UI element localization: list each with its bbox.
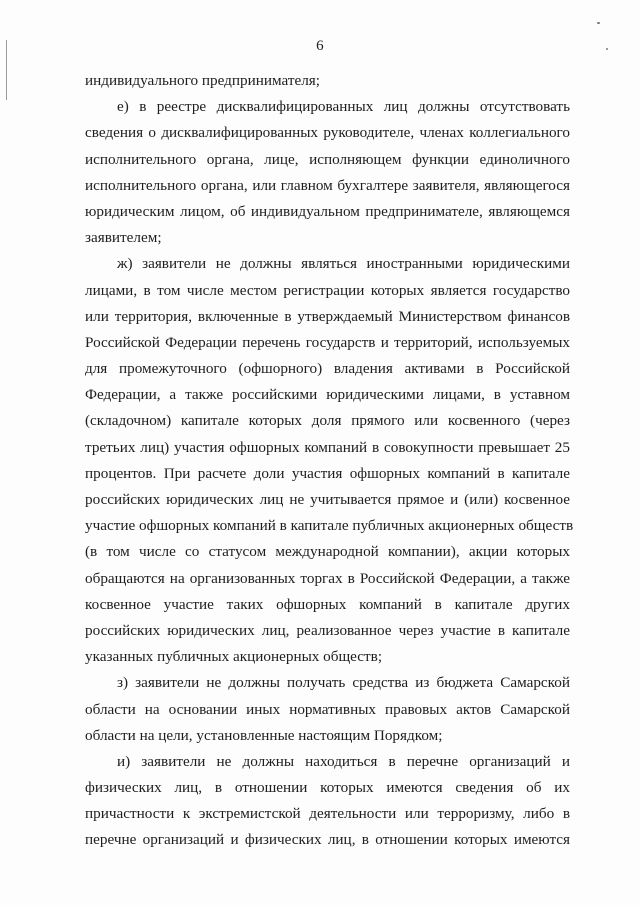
text-line: косвенное участие таких офшорных компаний в капитале других (85, 595, 570, 613)
text-line: сведения о дисквалифицированных руководителе, членах коллегиального (85, 124, 570, 142)
paragraph-first-line: з) заявители не должны получать средства из бюджета Самарской (117, 674, 570, 692)
text-line: области на цели, установленные настоящим Порядком; (85, 726, 443, 744)
text-line: российских юридических лиц, реализованное через участие в капитале (85, 621, 570, 639)
text-line: причастности к экстремистской деятельности или терроризму, либо в (85, 805, 570, 823)
text-line: для промежуточного (офшорного) владения активами в Российской (85, 360, 570, 378)
text-line: процентов. При расчете доли участия офшорных компаний в капитале (85, 464, 570, 482)
text-line: (складочном) капитале которых доля прямого или косвенного (через (85, 412, 570, 430)
text-line: исполнительного органа, лице, исполняющем функции единоличного (85, 150, 570, 168)
paragraph-first-line: ж) заявители не должны являться иностранными юридическими (117, 255, 570, 273)
text-line: участие офшорных компаний в капитале публичных акционерных обществ (85, 517, 574, 535)
text-line: индивидуального предпринимателя; (85, 72, 320, 89)
text-line: указанных публичных акционерных обществ; (85, 648, 383, 666)
text-line: области на основании иных нормативных правовых актов Самарской (85, 700, 570, 718)
text-line: или территория, включенные в утверждаемый Министерством финансов (85, 307, 570, 325)
text-line: Российской Федерации перечень государств и территорий, используемых (85, 333, 570, 351)
paragraph-first-line: е) в реестре дисквалифицированных лиц должны отсутствовать (117, 98, 570, 116)
text-line: третьих лиц) участия офшорных компаний в совокупности превышает 25 (85, 438, 570, 456)
text-line: Федерации, а также российскими юридическими лицами, в уставном (85, 386, 570, 404)
text-line: юридическим лицом, об индивидуальном предпринимателе, являющемся (85, 202, 570, 220)
paragraph-first-line: и) заявители не должны находиться в перечне организаций и (117, 752, 570, 770)
scan-speck (597, 22, 600, 24)
text-line: перечне организаций и физических лиц, в отношении которых имеются (85, 831, 570, 849)
document-body (85, 68, 574, 854)
text-line: лицами, в том числе местом регистрации которых является государство (85, 281, 570, 299)
text-line: заявителем; (85, 229, 162, 247)
text-line: обращаются на организованных торгах в Российской Федерации, а также (85, 569, 570, 587)
text-line: исполнительного органа, или главном бухгалтере заявителя, являющегося (85, 176, 570, 194)
text-line: российских юридических лиц не учитывается прямое и (или) косвенное (85, 491, 570, 508)
text-line: (в том числе со статусом международной компании), акции которых (85, 543, 570, 561)
text-line: физических лиц, в отношении которых имеются сведения об их (85, 779, 570, 797)
page-number: 6 (316, 38, 324, 54)
